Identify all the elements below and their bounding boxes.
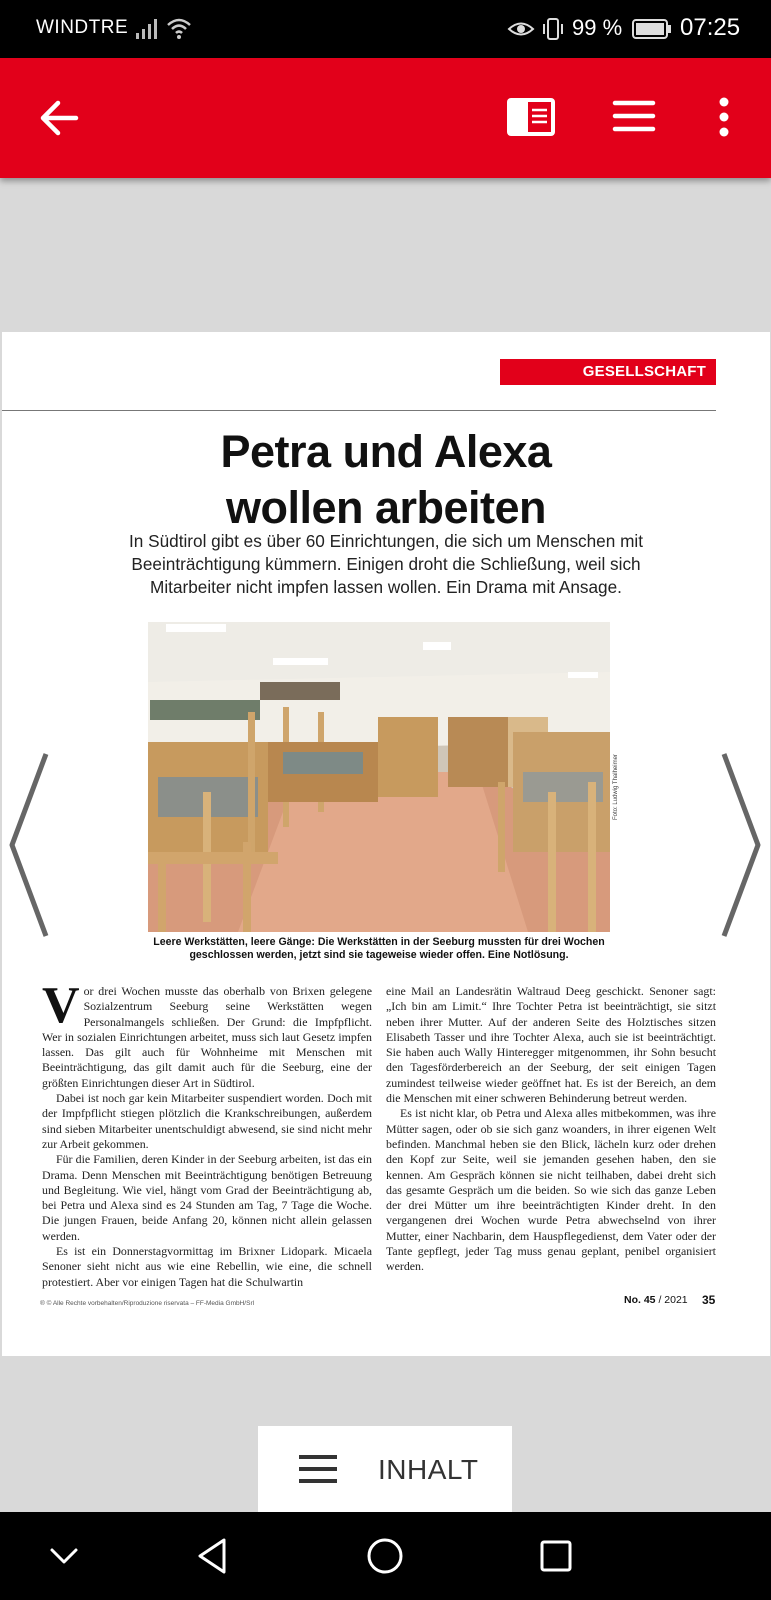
headline [2,424,770,536]
chevron-down-icon[interactable] [42,1534,86,1578]
paragraph: or drei Wochen musste das oberhalb von Brixen gelegene Sozialzentrum Seeburg seine Werkstätten wegen Personalmangels schließen. Der Grund: die Impfpflicht. Wer in sozialen Einrichtungen arbeitet, muss sich laut Gesetz impfen lassen. Das gilt auch für Wohnheime mit Menschen mit Beeinträchtigung, das gilt damit auch für die Seeburg, eine der größten Einrichtungen dieser Art in Südtirol. [42,984,372,1090]
paragraph: Dabei ist noch gar kein Mitarbeiter suspendiert worden. Doch mit der Impfpflicht stiegen plötzlich die Krankschreibungen, außerdem sind sieben Mitarbeiter unentschuldigt abwesend, sie sind nicht mehr zur Arbeit gekommen. [42,1091,372,1151]
recents-square-icon[interactable] [534,1534,578,1578]
eye-icon [507,18,535,40]
photo-caption: Leere Werkstätten, leere Gänge: Die Werkstätten in der Seeburg mussten für drei Wochen geschlossen werden, jetzt sind sie tageweise wieder offen. Eine Notlösung. [153,936,605,961]
headline-line-2: wollen arbeiten [225,482,547,533]
article-column-2 [386,984,716,1275]
issue-number: No. 45 [624,1294,656,1306]
paragraph: Es ist ein Donnerstagvormittag im Brixner Lidopark. Micaela Senoner sieht nicht aus wie eine Rebellin, wie eine, die schnell protestiert. Aber vor einigen Tagen hat die Schulwartin [42,1244,372,1289]
workshop-photo-illustration [148,622,610,932]
battery-icon [632,19,672,39]
reader-view-icon[interactable] [506,96,556,138]
home-circle-icon[interactable] [363,1534,407,1578]
next-page-chevron-icon[interactable] [718,750,764,940]
paragraph: eine Mail an Landesrätin Waltraud Deeg geschickt. Senoner sagt: „Ich bin am Limit.“ Ihre Tochter Petra ist beeinträchtigt, sie sitzt neben ihrer Mutter. Auf der anderen Seite des Holztisches sitzen Elisabeth Tasser und ihre Tochter Alexa, auch sie ist beeinträchtigt. Sie haben auch Wally Hinteregger mitgenommen, ihr Sohn besucht den Tagesförderbereich an der Seeburg, der seit einigen Tagen zumindest teilweise wieder geöffnet hat. Es ist der Bereich, an dem die Menschen mit einer schweren Behinderung betreut werden. [386,984,716,1106]
vibrate-icon [540,16,566,42]
rights-notice: ® © Alle Rechte vorbehalten/Riproduzione riservata – FF-Media GmbH/Srl [40,1300,255,1307]
toc-label: INHALT [378,1454,479,1485]
system-nav-bar [0,1512,771,1600]
table-of-contents-button[interactable] [258,1426,512,1512]
article-column-1 [42,977,372,1290]
workshop-photo [148,622,610,932]
lead-text: In Südtirol gibt es über 60 Einrichtungen, die sich um Menschen mit Beeinträchtigung kümmern. Einigen droht die Schließung, weil sich Mitarbeiter nicht impfen lassen wollen. Ein Drama mit Ansage. [129,531,643,597]
battery-percent: 99 % [572,15,623,40]
signal-icon [135,18,159,40]
previous-page-chevron-icon[interactable] [6,750,52,940]
drop-cap: V [42,977,80,1034]
headline-line-1: Petra und Alexa [220,426,552,477]
issue-year: / 2021 [658,1294,688,1306]
back-triangle-icon[interactable] [192,1534,236,1578]
carrier-name: WINDTRE [36,17,129,38]
paragraph: Es ist nicht klar, ob Petra und Alexa alles mitbekommen, was ihre Mütter sagen, oder ob sie sich ganz woanders, in ihrer eigenen Welt befinden. Manchmal heben sie den Blick, lächeln kurz oder drehen den Kopf zur Seite, weil sie jemanden gesehen haben, den sie kennen. Am Gespräch können sie nicht teilhaben, dabei dreht sich das gesamte Gespräch um die beiden. So wie sich das ganze Leben der drei Mütter um ihre beeinträchtigten Kinder dreht. In den vergangenen drei Wochen wurde Petra abwechselnd von ihrer Mutter, einer Nachbarin, dem Hauspflegedienst, dem Vater oder der Tante gepflegt, jeder Tag muss genau geplant, penibel organisiert werden. [386,1106,716,1274]
back-arrow-icon[interactable] [36,94,84,142]
wifi-icon [166,16,192,40]
menu-icon[interactable] [612,98,656,134]
page-number: 35 [702,1293,716,1307]
status-bar [0,0,771,58]
app-bar [0,58,771,178]
category-badge: GESELLSCHAFT [500,359,716,385]
issue-info [624,1294,688,1306]
magazine-page[interactable] [2,332,770,1356]
paragraph: Für die Familien, deren Kinder in der Seeburg arbeiten, ist das ein Drama. Denn Menschen mit Beeinträchtigung benötigen Betreuung und Begleitung. Wie viel, hängt vom Grad der Beeinträchtigung ab, bei Petra und Alexa sind es 24 Stunden am Tag, 7 Tage die Woche. Die jungen Frauen, beide Anfang 20, können nicht allein gelassen werden. [42,1152,372,1243]
photo-credit: Foto: Ludwig Thalheimer [613,754,619,820]
more-vert-icon[interactable] [712,96,736,138]
divider [2,410,716,411]
clock: 07:25 [680,14,741,41]
list-icon [298,1454,338,1484]
